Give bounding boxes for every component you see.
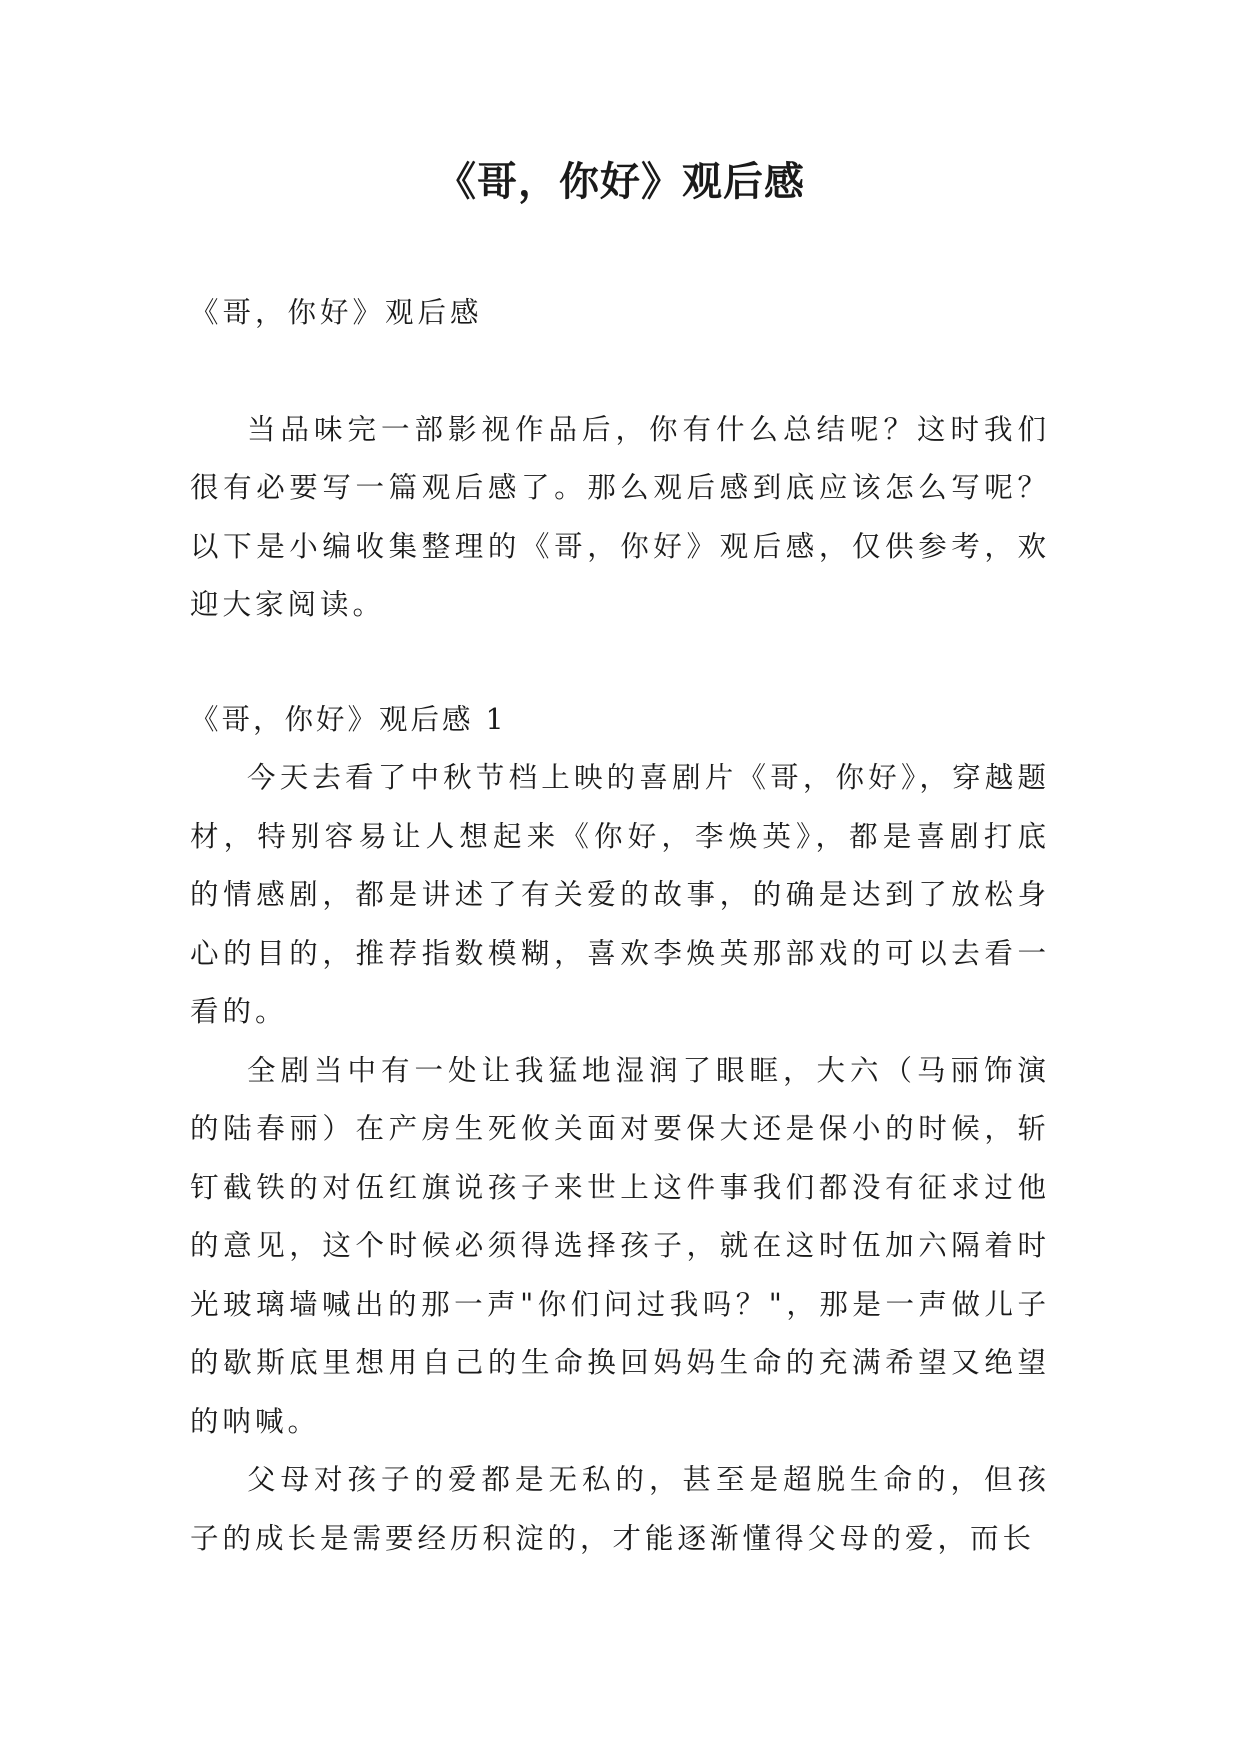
document-title: 《哥，你好》观后感 <box>436 158 805 205</box>
document-subtitle: 《哥，你好》观后感 <box>190 296 483 329</box>
body-paragraph: 父母对孩子的爱都是无私的，甚至是超脱生命的，但孩子的成长是需要经历积淀的，才能逐渐懂得父母的爱，而长 <box>190 1463 1050 1555</box>
intro-paragraph: 当品味完一部影视作品后，你有什么总结呢？这时我们很有必要写一篇观后感了。那么观后感到底应该怎么写呢？以下是小编收集整理的《哥，你好》观后感，仅供参考，欢迎大家阅读。 <box>190 412 1050 621</box>
document-body <box>190 284 1050 1568</box>
body-paragraph: 今天去看了中秋节档上映的喜剧片《哥，你好》，穿越题材，特别容易让人想起来《你好，李焕英》，都是喜剧打底的情感剧，都是讲述了有关爱的故事，的确是达到了放松身心的目的，推荐指数模糊，喜欢李焕英那部戏的可以去看一看的。 <box>190 761 1050 1028</box>
body-paragraph: 全剧当中有一处让我猛地湿润了眼眶，大六（马丽饰演的陆春丽）在产房生死攸关面对要保大还是保小的时候，斩钉截铁的对伍红旗说孩子来世上这件事我们都没有征求过他的意见，这个时候必须得选择孩子，就在这时伍加六隔着时光玻璃墙喊出的那一声"你们问过我吗？"，那是一声做儿子的歇斯底里想用自己的生命换回妈妈生命的充满希望又绝望的呐喊。 <box>190 1053 1050 1438</box>
section-heading: 《哥，你好》观后感 1 <box>190 702 507 736</box>
